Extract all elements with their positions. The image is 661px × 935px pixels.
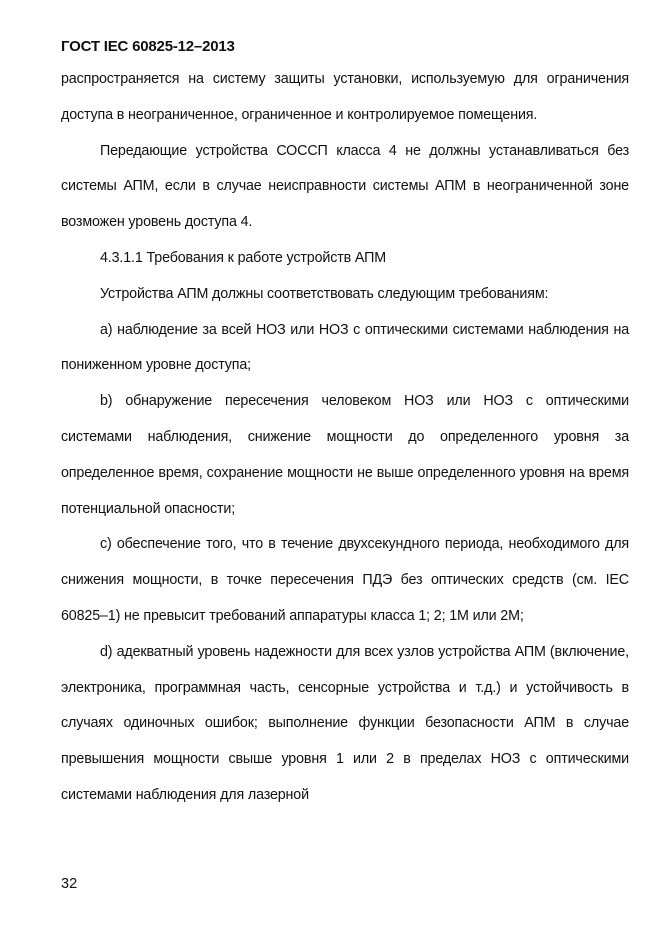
paragraph-class4-transmitters: Передающие устройства СОССП класса 4 не должны устанавливаться без системы АПМ, если в случае неисправности системы АПМ в неограниченной зоне возможен уровень доступа 4. [61,142,629,231]
document-header: ГОСТ IEC 60825-12–2013 [61,38,235,55]
paragraph-requirements-intro: Устройства АПМ должны соответствовать следующим требованиям: [100,285,549,302]
section-heading-4-3-1-1: 4.3.1.1 Требования к работе устройств АПМ [100,249,387,266]
list-item-b: b) обнаружение пересечения человеком НОЗ или НОЗ с оптическими системами наблюдения, снижение мощности до определенного уровня за определенное время, сохранение мощности не выше определенного уровня на время потенциальной опасности; [61,393,629,517]
list-item-a: a) наблюдение за всей НОЗ или НОЗ с оптическими системами наблюдения на пониженном уровне доступа; [61,321,629,374]
list-item-d: d) адекватный уровень надежности для всех узлов устройства АПМ (включение, электроника, программная часть, сенсорные устройства и т.д.) и устойчивость в случаях одиночных ошибок; выполнение функции безопасности АПМ в случае превышения мощности свыше уровня 1 или 2 в пределах НОЗ с оптическими системами наблюдения для лазерной [61,643,629,803]
page-number: 32 [61,876,78,892]
body-text [61,62,629,814]
paragraph-continuation: распространяется на систему защиты установки, используемую для ограничения доступа в неограниченное, ограниченное и контролируемое помещения. [61,71,629,123]
list-item-c: c) обеспечение того, что в течение двухсекундного периода, необходимого для снижения мощности, в точке пересечения ПДЭ без оптических средств (см. IEC 60825–1) не превысит требований аппаратуры класса 1; 2; 1М или 2М; [61,536,629,624]
